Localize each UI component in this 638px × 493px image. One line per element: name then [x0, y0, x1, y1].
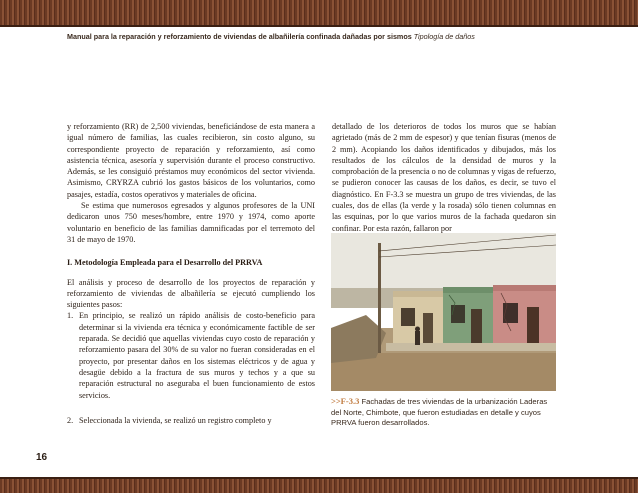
figure-label: >>F-3.3: [331, 396, 360, 406]
running-header: [67, 32, 567, 41]
header-title: Manual para la reparación y reforzamiento de viviendas de albañilería confinada dañadas por sismos: [67, 32, 412, 41]
steps-list: [67, 310, 315, 426]
bottom-decorative-band: [0, 479, 638, 493]
list-item: [67, 415, 315, 426]
list-text: En principio, se realizó un rápido análisis de costo-beneficio para determinar si la vivienda era técnica y económicamente factible de ser reparada. Se decidió que aquellas viviendas cuyo costo de reparación y reforzamiento pasara del 30% de su valor no fueran consideradas en el proyecto, por presentar daños en los sistemas eléctricos y de agua y desagüe debido a la fractura de sus muros y techos y a que su reparación estructural no aseguraba el buen funcionamiento de estos servicios.: [79, 311, 315, 400]
houses-photo: [331, 233, 556, 391]
top-decorative-band: [0, 0, 638, 25]
paragraph: detallado de los deterioros de todos los muros que se habían agrietado (más de 2 mm de espesor) y que tenían fisuras (menos de 2 mm). Acopiando los daños identificados y dibujados, más los resultados de los cálculos de la densidad de muros y la comprobación de la presencia o no de columnas y vigas de refuerzo, se pudieron conocer las causas de los daños, es decir, se tuvo el diagnóstico. En F-3.3 se muestra un grupo de tres viviendas, de las cuales, dos de ellas (la verde y la rosada) sólo tienen columnas en las esquinas, por lo que varios muros de la fachada quedaron sin confinar. Por esta razón, fallaron por: [332, 122, 556, 233]
list-text: Seleccionada la vivienda, se realizó un registro completo y: [79, 415, 272, 425]
list-number: 1.: [67, 311, 74, 321]
left-column: [67, 121, 315, 426]
paragraph: Se estima que numerosos egresados y algunos profesores de la UNI dedicaron unos 750 meses/hombre, entre 1970 y 1974, como aporte voluntario en beneficio de las familias damnificadas por el terremoto del 31 de mayo de 1970.: [67, 201, 315, 244]
right-column: [332, 121, 556, 234]
caption-text: Fachadas de tres viviendas de la urbanización Laderas del Norte, Chimbote, que fueron estudiadas en detalle y cuyos PRRVA fueron desarrollados.: [331, 397, 548, 427]
page-number: 16: [36, 452, 48, 463]
paragraph: y reforzamiento (RR) de 2,500 viviendas, beneficiándose de esta manera a igual número de familias, las cuales recibieron, sin costo alguno, su correspondiente proyecto de reparación y reforzamiento, así como asistencia técnica, asesoría y supervisión durante el proceso constructivo. Además, se les consiguió préstamos muy económicos del sector vivienda. Asimismo, CRYRZA cubrió los gastos básicos de los voluntarios, como pasajes, estadía, costos operativos y materiales de oficina.: [67, 122, 315, 199]
top-divider: [0, 25, 638, 27]
header-subtitle: Tipología de daños: [413, 32, 475, 41]
figure-caption: [331, 396, 556, 429]
list-item: [67, 310, 315, 400]
section-title: I. Metodología Empleada para el Desarrollo del PRRVA: [67, 258, 263, 268]
paragraph: El análisis y proceso de desarrollo de los proyectos de reparación y reforzamiento de viviendas de albañilería se ejecutó cumpliendo los siguientes pasos:: [67, 277, 315, 310]
list-number: 2.: [67, 415, 74, 425]
